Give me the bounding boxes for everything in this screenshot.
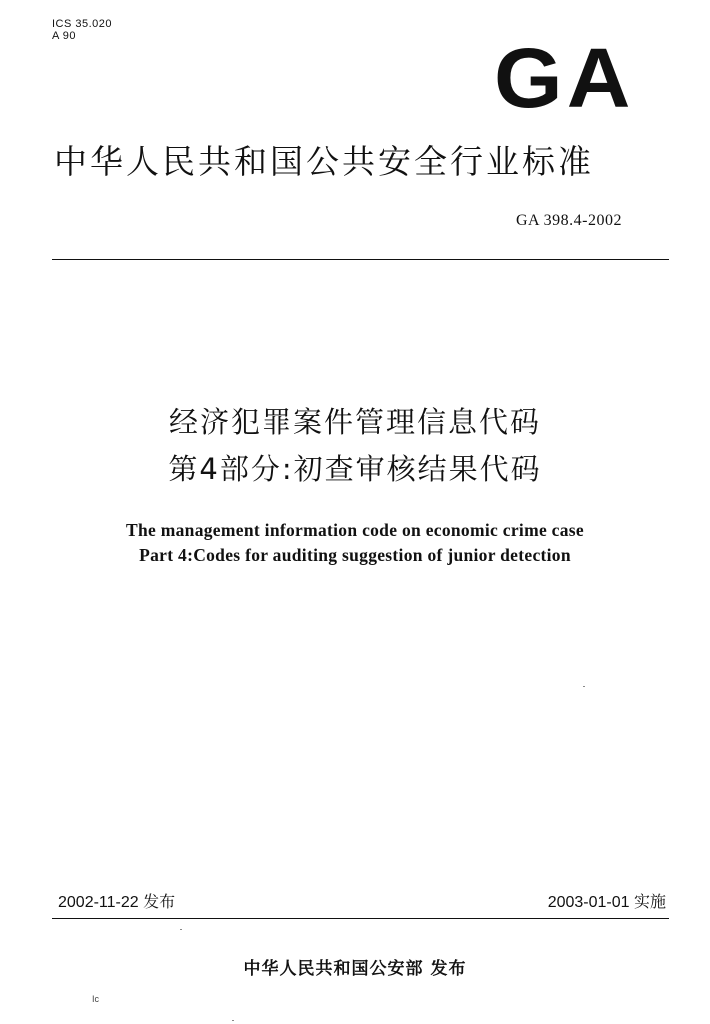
standard-number: GA 398.4-2002 bbox=[515, 212, 622, 229]
footer-divider bbox=[52, 918, 669, 919]
publisher-line: 中华人民共和国公安部 发布 bbox=[243, 959, 467, 979]
ics-code: ICS 35.020 bbox=[52, 18, 113, 30]
ga-logo: GA bbox=[494, 31, 635, 125]
category-code: A 90 bbox=[52, 30, 77, 42]
english-title-line-2: Part 4:Codes for auditing suggestion of junior detection bbox=[139, 545, 571, 565]
page-mark: Ic bbox=[92, 994, 100, 1004]
classification-codes bbox=[52, 18, 112, 42]
chinese-title-line-1: 经济犯罪案件管理信息代码 bbox=[168, 405, 541, 439]
english-title-line-1: The management information code on economic crime case bbox=[126, 520, 584, 540]
chinese-title-line-2: 第4部分:初查审核结果代码 bbox=[168, 452, 542, 486]
scan-speck bbox=[180, 929, 182, 930]
standard-category-title: 中华人民共和国公共安全行业标准 bbox=[54, 142, 594, 181]
scan-speck bbox=[583, 686, 585, 687]
effective-date: 2003-01-01 实施 bbox=[547, 894, 666, 911]
scan-speck bbox=[232, 1020, 234, 1021]
issue-date: 2002-11-22 发布 bbox=[58, 894, 176, 911]
header-divider bbox=[52, 259, 669, 260]
